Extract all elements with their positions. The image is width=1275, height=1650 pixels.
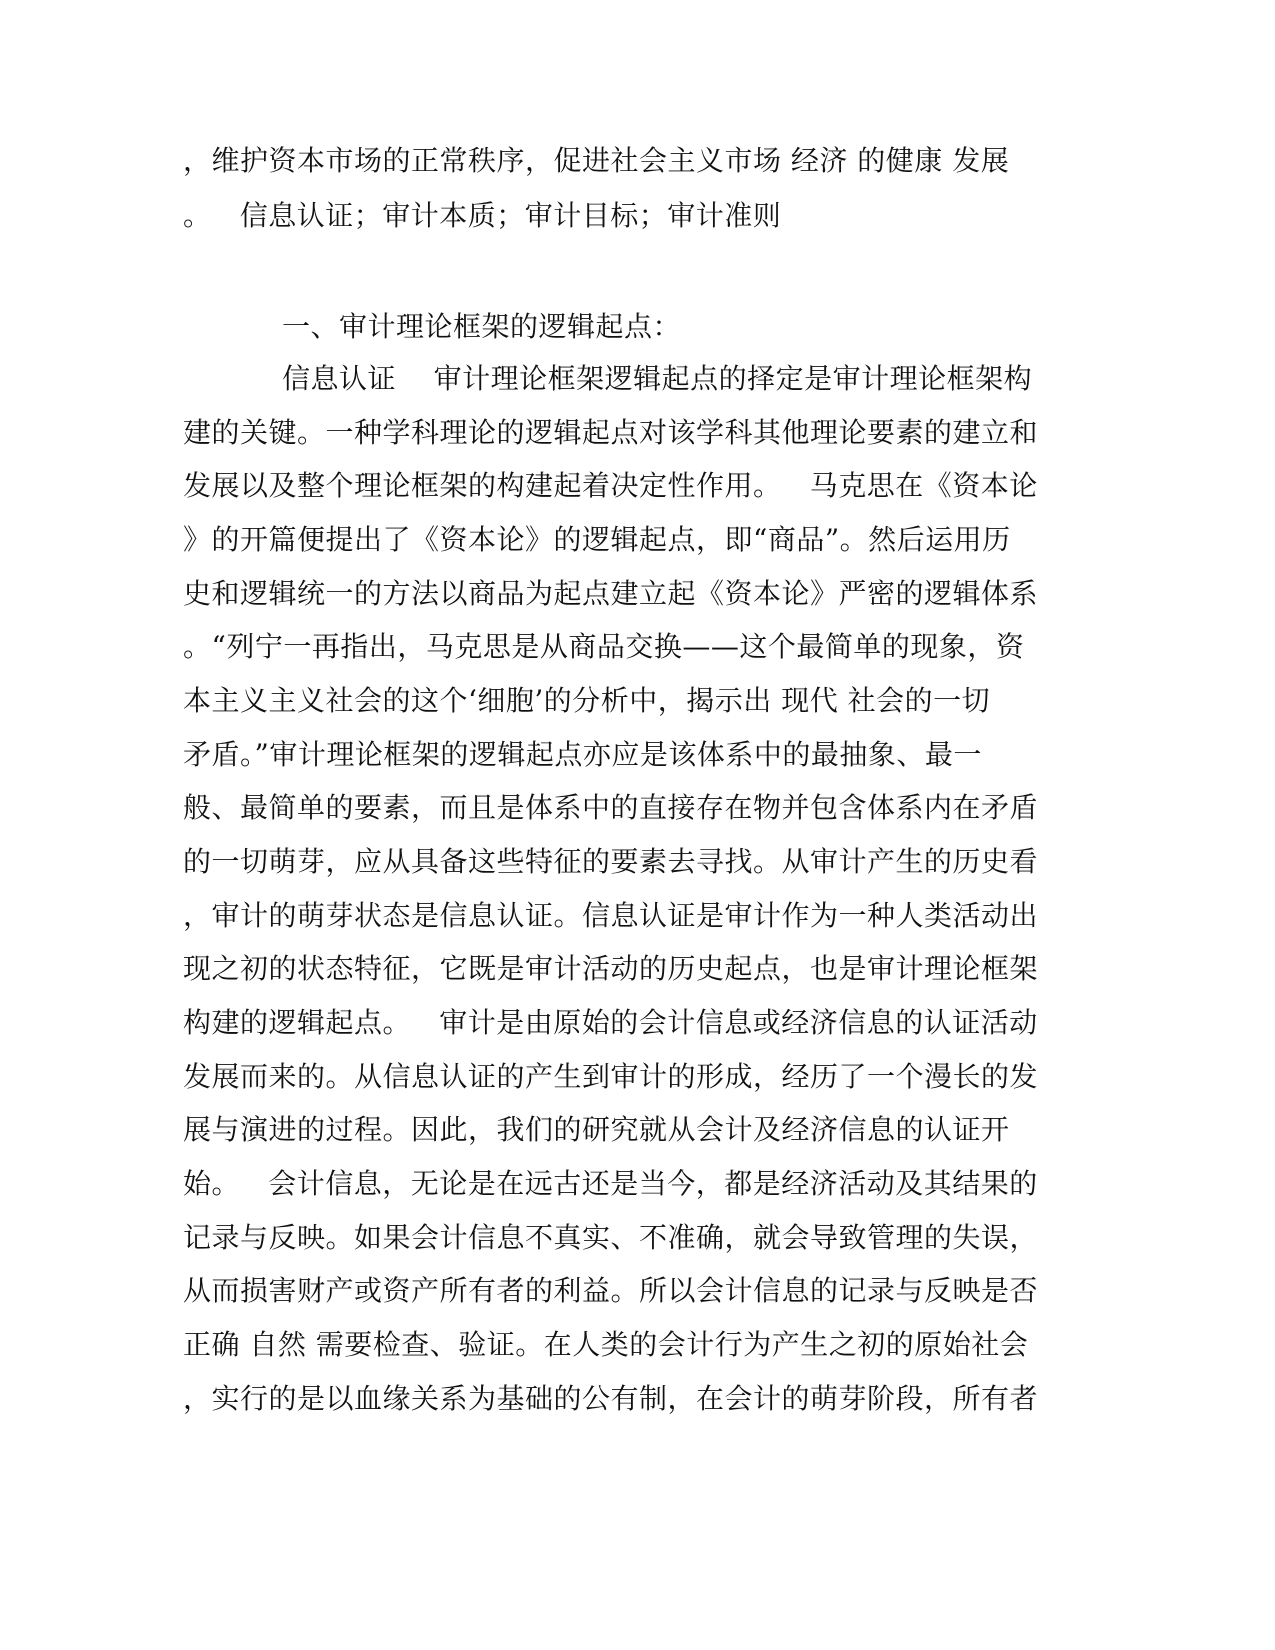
text-line: 信息认证 审计理论框架逻辑起点的择定是审计理论框架构: [282, 362, 1033, 395]
text-line: ，审计的萌芽状态是信息认证。信息认证是审计作为一种人类活动出: [183, 899, 1039, 932]
text-line: 展与演进的过程。因此，我们的研究就从会计及经济信息的认证开: [183, 1113, 1010, 1146]
text-line: 发展而来的。从信息认证的产生到审计的形成，经历了一个漫长的发: [183, 1060, 1039, 1093]
text-line: 始。 会计信息，无论是在远古还是当今，都是经济活动及其结果的: [183, 1167, 1038, 1200]
text-line: 发展以及整个理论框架的构建起着决定性作用。 马克思在《资本论: [183, 469, 1038, 502]
text-line: 般、最简单的要素，而且是体系中的直接存在物并包含体系内在矛盾: [183, 791, 1039, 824]
text-line: 》的开篇便提出了《资本论》的逻辑起点，即“商品”。然后运用历: [183, 523, 1011, 556]
text-line: 现之初的状态特征，它既是审计活动的历史起点，也是审计理论框架: [183, 952, 1039, 985]
text-line: 记录与反映。如果会计信息不真实、不准确，就会导致管理的失误，: [183, 1221, 1039, 1254]
text-line: 的一切萌芽，应从具备这些特征的要素去寻找。从审计产生的历史看: [183, 845, 1039, 878]
text-line: 从而损害财产或资产所有者的利益。所以会计信息的记录与反映是否: [183, 1274, 1039, 1307]
text-line: 正确 自然 需要检查、验证。在人类的会计行为产生之初的原始社会: [183, 1328, 1029, 1361]
text-line: ，实行的是以血缘关系为基础的公有制，在会计的萌芽阶段，所有者: [183, 1382, 1039, 1415]
text-line: ，维护资本市场的正常秩序，促进社会主义市场 经济 的健康 发展: [183, 144, 1010, 177]
text-line: 本主义主义社会的这个‘细胞’的分析中，揭示出 现代 社会的一切: [183, 684, 991, 717]
text-line: 史和逻辑统一的方法以商品为起点建立起《资本论》严密的逻辑体系: [183, 577, 1039, 610]
text-line: 矛盾。”审计理论框架的逻辑起点亦应是该体系中的最抽象、最一: [183, 738, 982, 771]
text-line: 。“列宁一再指出，马克思是从商品交换——这个最简单的现象，资: [183, 630, 1025, 663]
text-line: 建的关键。一种学科理论的逻辑起点对该学科其他理论要素的建立和: [183, 416, 1039, 449]
text-line: 构建的逻辑起点。 审计是由原始的会计信息或经济信息的认证活动: [183, 1006, 1038, 1039]
keywords-line: 。 信息认证；审计本质；审计目标；审计准则: [183, 199, 782, 232]
section-heading: 一、审计理论框架的逻辑起点：: [282, 310, 682, 343]
